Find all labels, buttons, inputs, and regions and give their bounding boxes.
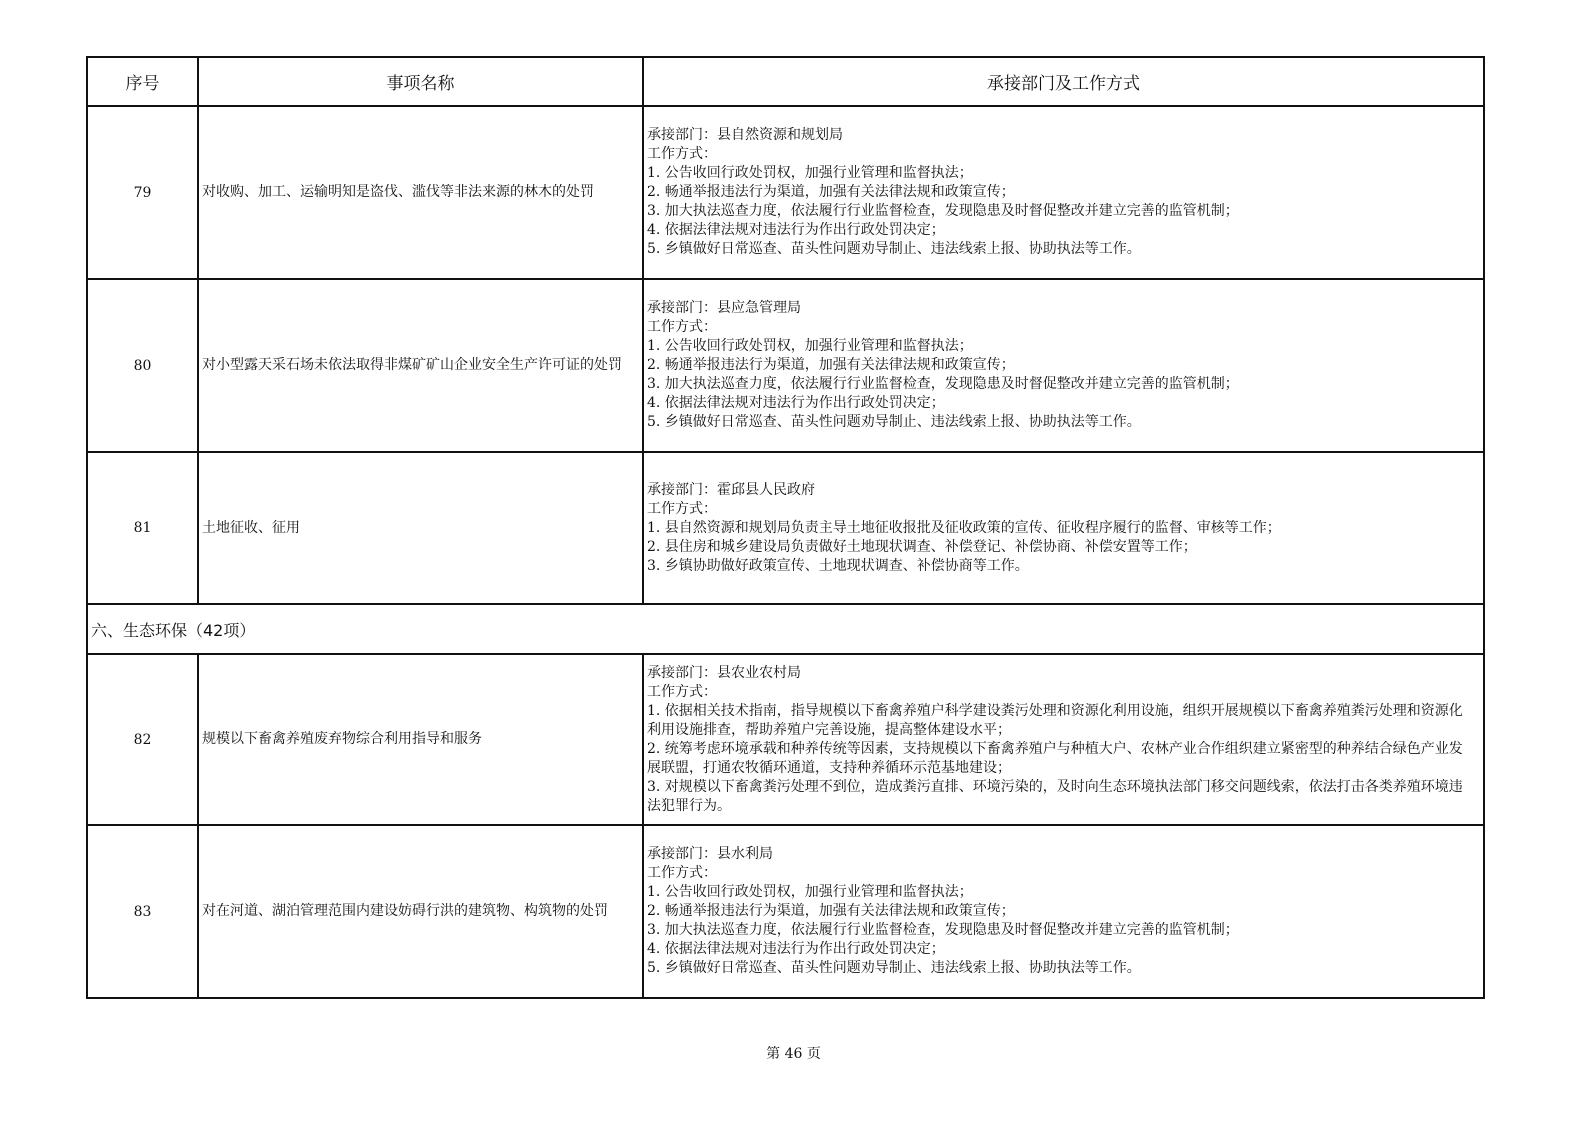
- row-method: [643, 279, 1484, 452]
- method-line: 2. 畅通举报违法行为渠道，加强有关法律法规和政策宣传；: [647, 903, 1015, 919]
- header-row: [87, 57, 1484, 106]
- method-line: 承接部门：霍邱县人民政府: [647, 481, 815, 498]
- method-line: 工作方式：: [647, 319, 717, 335]
- method-line: 承接部门：县自然资源和规划局: [647, 127, 843, 143]
- method-line: 2. 县住房和城乡建设局负责做好土地现状调查、补偿登记、补偿协商、补偿安置等工作；: [647, 538, 1197, 555]
- row-seq: 79: [87, 106, 198, 279]
- row-name: 对小型露天采石场未依法取得非煤矿矿山企业安全生产许可证的处罚: [198, 279, 643, 452]
- section-title: 六、生态环保（42项）: [87, 604, 1484, 654]
- header-name: 事项名称: [198, 57, 643, 106]
- row-method: [643, 654, 1484, 825]
- row-seq: 80: [87, 279, 198, 452]
- method-line: 工作方式：: [647, 865, 717, 881]
- method-line: 1. 公告收回行政处罚权，加强行业管理和监督执法；: [647, 884, 973, 900]
- row-name: 规模以下畜禽养殖废弃物综合利用指导和服务: [198, 654, 643, 825]
- method-line: 2. 统筹考虑环境承载和种养传统等因素，支持规模以下畜禽养殖户与种植大户、农林产业合作组织建立紧密型的种养结合绿色产业发展联盟，打通农牧循环通道，支持种养循环示范基地建设；: [647, 740, 1463, 776]
- row-seq: 82: [87, 654, 198, 825]
- method-line: 工作方式：: [647, 500, 717, 517]
- method-line: 3. 加大执法巡查力度，依法履行行业监督检查，发现隐患及时督促整改并建立完善的监管机制；: [647, 203, 1239, 219]
- method-line: 4. 依据法律法规对违法行为作出行政处罚决定；: [647, 941, 945, 957]
- row-name: 对在河道、湖泊管理范围内建设妨碍行洪的建筑物、构筑物的处罚: [198, 825, 643, 998]
- table-row: [87, 654, 1484, 825]
- section-row: [87, 604, 1484, 654]
- matters-table: [86, 56, 1485, 999]
- method-line: 承接部门：县水利局: [647, 846, 773, 862]
- method-line: 3. 乡镇协助做好政策宣传、土地现状调查、补偿协商等工作。: [647, 557, 1029, 574]
- table-row: [87, 279, 1484, 452]
- method-line: 工作方式：: [647, 146, 717, 162]
- method-line: 4. 依据法律法规对违法行为作出行政处罚决定；: [647, 395, 945, 411]
- method-line: 5. 乡镇做好日常巡查、苗头性问题劝导制止、违法线索上报、协助执法等工作。: [647, 960, 1141, 976]
- method-line: 2. 畅通举报违法行为渠道，加强有关法律法规和政策宣传；: [647, 357, 1015, 373]
- method-line: 5. 乡镇做好日常巡查、苗头性问题劝导制止、违法线索上报、协助执法等工作。: [647, 414, 1141, 430]
- method-line: 1. 公告收回行政处罚权，加强行业管理和监督执法；: [647, 165, 973, 181]
- row-seq: 83: [87, 825, 198, 998]
- row-method: [643, 452, 1484, 604]
- method-line: 4. 依据法律法规对违法行为作出行政处罚决定；: [647, 222, 945, 238]
- header-method: 承接部门及工作方式: [643, 57, 1484, 106]
- method-line: 1. 县自然资源和规划局负责主导土地征收报批及征收政策的宣传、征收程序履行的监督、审核等工作；: [647, 519, 1281, 536]
- method-line: 1. 依据相关技术指南，指导规模以下畜禽养殖户科学建设粪污处理和资源化利用设施，组织开展规模以下畜禽养殖粪污处理和资源化利用设施排查，帮助养殖户完善设施，提高整体建设水平；: [647, 702, 1463, 738]
- method-line: 承接部门：县农业农村局: [647, 664, 801, 681]
- method-line: 承接部门：县应急管理局: [647, 300, 801, 316]
- header-seq: 序号: [87, 57, 198, 106]
- table-row: [87, 452, 1484, 604]
- row-seq: 81: [87, 452, 198, 604]
- method-line: 3. 加大执法巡查力度，依法履行行业监督检查，发现隐患及时督促整改并建立完善的监管机制；: [647, 922, 1239, 938]
- table-row: [87, 825, 1484, 998]
- method-line: 1. 公告收回行政处罚权，加强行业管理和监督执法；: [647, 338, 973, 354]
- method-line: 工作方式：: [647, 683, 717, 700]
- table-row: [87, 106, 1484, 279]
- row-method: [643, 825, 1484, 998]
- method-line: 3. 对规模以下畜禽粪污处理不到位，造成粪污直排、环境污染的，及时向生态环境执法部门移交问题线索，依法打击各类养殖环境违法犯罪行为。: [647, 778, 1463, 814]
- row-method: [643, 106, 1484, 279]
- method-line: 3. 加大执法巡查力度，依法履行行业监督检查，发现隐患及时督促整改并建立完善的监管机制；: [647, 376, 1239, 392]
- method-line: 2. 畅通举报违法行为渠道，加强有关法律法规和政策宣传；: [647, 184, 1015, 200]
- page-number: 第 46 页: [766, 1046, 821, 1062]
- row-name: 对收购、加工、运输明知是盗伐、滥伐等非法来源的林木的处罚: [198, 106, 643, 279]
- row-name: 土地征收、征用: [198, 452, 643, 604]
- method-line: 5. 乡镇做好日常巡查、苗头性问题劝导制止、违法线索上报、协助执法等工作。: [647, 241, 1141, 257]
